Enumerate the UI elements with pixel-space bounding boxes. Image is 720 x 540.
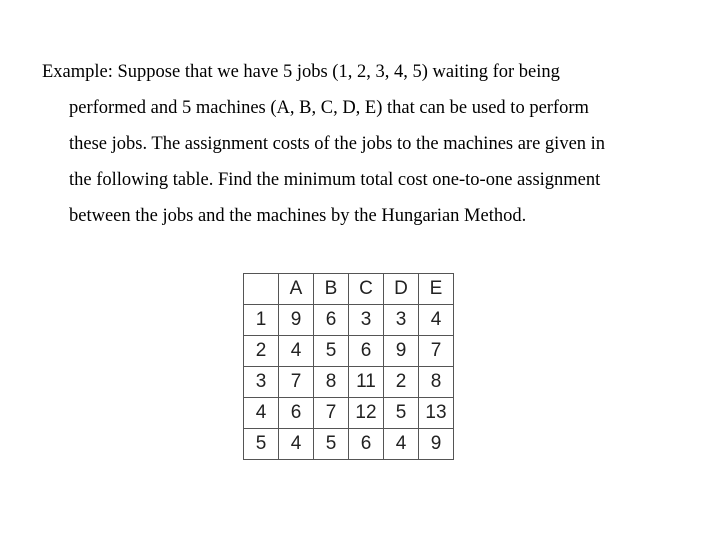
column-header-b: B: [314, 274, 349, 305]
cost-cell: 3: [384, 305, 419, 336]
cost-cell: 2: [384, 367, 419, 398]
cost-cell: 6: [349, 336, 384, 367]
row-header-job-5: 5: [244, 429, 279, 460]
cost-cell: 5: [314, 429, 349, 460]
statement-line-1: Example: Suppose that we have 5 jobs (1, 2, 3, 4, 5) waiting for being: [42, 62, 560, 82]
cost-cell: 6: [279, 398, 314, 429]
row-header-job-2: 2: [244, 336, 279, 367]
cost-cell: 12: [349, 398, 384, 429]
cost-table: [243, 273, 454, 460]
row-header-job-1: 1: [244, 305, 279, 336]
statement-line-3: these jobs. The assignment costs of the jobs to the machines are given in: [69, 134, 606, 154]
cost-cell: 4: [384, 429, 419, 460]
cost-cell: 8: [314, 367, 349, 398]
statement-line-5: between the jobs and the machines by the Hungarian Method.: [69, 206, 527, 226]
statement-line-4: the following table. Find the minimum total cost one-to-one assignment: [69, 170, 601, 190]
column-header-a: A: [279, 274, 314, 305]
table-row: [244, 305, 454, 336]
cost-cell: 8: [419, 367, 454, 398]
column-header-d: D: [384, 274, 419, 305]
cost-cell: 9: [279, 305, 314, 336]
cost-cell: 4: [279, 336, 314, 367]
cost-cell: 9: [384, 336, 419, 367]
cost-cell: 4: [279, 429, 314, 460]
cost-table-container: [243, 273, 454, 460]
cost-cell: 9: [419, 429, 454, 460]
row-header-job-3: 3: [244, 367, 279, 398]
table-row: [244, 336, 454, 367]
table-row: [244, 429, 454, 460]
cost-cell: 7: [314, 398, 349, 429]
cost-cell: 5: [384, 398, 419, 429]
cost-cell: 3: [349, 305, 384, 336]
cost-cell: 7: [279, 367, 314, 398]
cost-cell: 13: [419, 398, 454, 429]
cost-cell: 4: [419, 305, 454, 336]
table-row: [244, 398, 454, 429]
corner-cell: [244, 274, 279, 305]
table-row: [244, 367, 454, 398]
statement-line-2: performed and 5 machines (A, B, C, D, E) that can be used to perform: [69, 98, 589, 118]
problem-statement: [42, 54, 682, 234]
row-header-job-4: 4: [244, 398, 279, 429]
cost-cell: 11: [349, 367, 384, 398]
cost-cell: 6: [349, 429, 384, 460]
column-header-c: C: [349, 274, 384, 305]
column-header-e: E: [419, 274, 454, 305]
cost-cell: 5: [314, 336, 349, 367]
cost-cell: 6: [314, 305, 349, 336]
header-row: [244, 274, 454, 305]
cost-cell: 7: [419, 336, 454, 367]
